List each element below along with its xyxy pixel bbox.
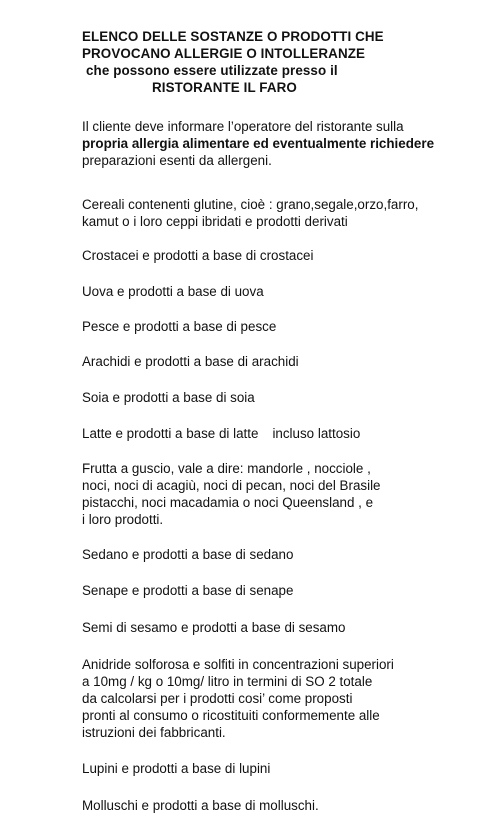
allergen-line: Pesce e prodotti a base di pesce: [82, 319, 277, 334]
allergen-line: Sedano e prodotti a base di sedano: [82, 547, 294, 562]
allergen-line: noci, noci di acagiù, noci di pecan, noci del Brasile: [82, 478, 381, 493]
title-line-3: che possono essere utilizzate presso il: [86, 63, 338, 78]
allergen-item-uova: [82, 283, 492, 300]
title-line-1: ELENCO DELLE SOSTANZE O PRODOTTI CHE: [82, 29, 384, 44]
allergen-line: Latte e prodotti a base di latte: [82, 426, 259, 441]
allergen-line: pistacchi, noci macadamia o noci Queensland , e: [82, 495, 374, 510]
allergen-line: Anidride solforosa e solfiti in concentrazioni superiori: [82, 657, 394, 672]
allergen-line: Soia e prodotti a base di soia: [82, 390, 255, 405]
allergen-item-cereali: [82, 196, 492, 230]
allergen-item-solfiti: [82, 656, 492, 741]
allergen-item-molluschi: [82, 797, 492, 814]
allergen-line: da calcolarsi per i prodotti cosi’ come proposti: [82, 691, 353, 706]
allergen-line: Uova e prodotti a base di uova: [82, 284, 264, 299]
title-line-2: PROVOCANO ALLERGIE O INTOLLERANZE: [82, 46, 366, 61]
allergen-line: Crostacei e prodotti a base di crostacei: [82, 248, 314, 263]
allergen-item-soia: [82, 389, 492, 406]
allergen-item-arachidi: [82, 353, 492, 370]
allergen-line: Frutta a guscio, vale a dire: mandorle , nocciole ,: [82, 461, 371, 476]
allergen-item-sedano: [82, 546, 492, 563]
allergen-note: incluso lattosio: [272, 426, 361, 441]
allergen-item-latte: [82, 425, 492, 442]
allergen-item-senape: [82, 582, 492, 599]
intro-line-3: preparazioni esenti da allergeni.: [82, 153, 272, 168]
intro-line-1: Il cliente deve informare l’operatore del ristorante sulla: [82, 119, 404, 134]
allergen-item-lupini: [82, 760, 492, 777]
allergen-line: Lupini e prodotti a base di lupini: [82, 761, 271, 776]
allergen-line: pronti al consumo o ricostituiti conformemente alle: [82, 708, 380, 723]
allergen-line-latte: [82, 425, 492, 442]
allergen-line: a 10mg / kg o 10mg/ litro in termini di SO 2 totale: [82, 674, 373, 689]
intro-paragraph: [82, 118, 492, 169]
allergen-line: kamut o i loro ceppi ibridati e prodotti derivati: [82, 214, 348, 229]
allergen-line: Arachidi e prodotti a base di arachidi: [82, 354, 299, 369]
allergen-item-crostacei: [82, 247, 492, 264]
allergen-line: Cereali contenenti glutine, cioè : grano,segale,orzo,farro,: [82, 197, 419, 212]
allergen-line: Senape e prodotti a base di senape: [82, 583, 294, 598]
document-title: [82, 28, 492, 96]
allergen-item-sesamo: [82, 619, 492, 636]
intro-line-2-bold: propria allergia alimentare ed eventualmente richiedere: [82, 136, 435, 151]
allergen-line: Semi di sesamo e prodotti a base di sesamo: [82, 620, 346, 635]
allergen-line: Molluschi e prodotti a base di molluschi.: [82, 798, 319, 813]
allergen-line: i loro prodotti.: [82, 512, 164, 527]
allergen-item-frutta-a-guscio: [82, 460, 492, 528]
allergen-line: istruzioni dei fabbricanti.: [82, 725, 226, 740]
restaurant-name: RISTORANTE IL FARO: [152, 80, 297, 95]
allergen-item-pesce: [82, 318, 492, 335]
